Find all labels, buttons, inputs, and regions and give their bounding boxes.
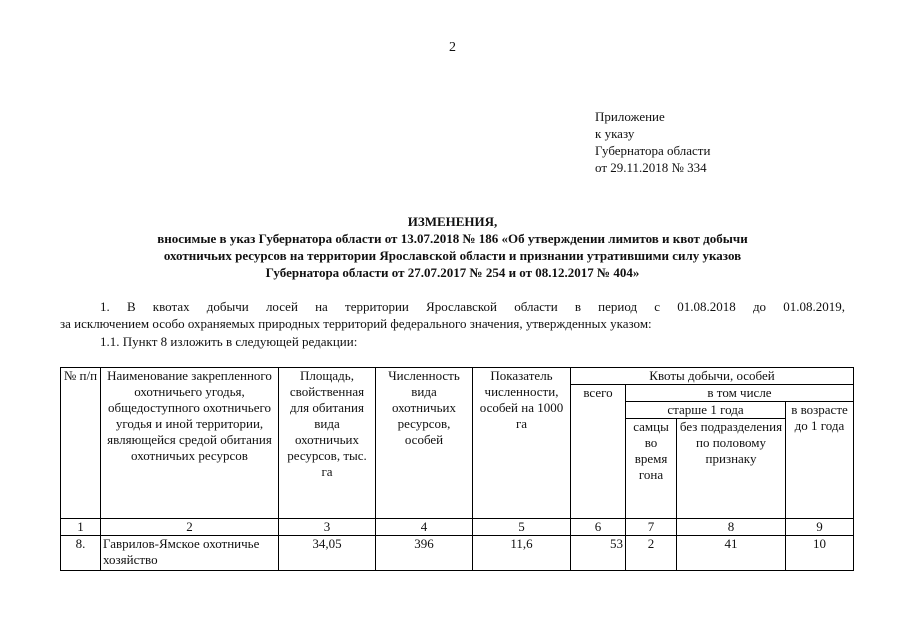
cell-num: 8. [61,536,101,571]
header-area: Площадь, свойственная для обитания вида охотничьих ресурсов, тыс. га [279,368,376,519]
appendix-line: к указу [595,126,635,141]
header-density: Показатель численности, особей на 1000 га [473,368,571,519]
appendix-block [595,108,710,176]
table-row [61,536,854,571]
column-number: 8 [677,519,786,536]
title-line: Губернатора области от 27.07.2017 № 254 и от 08.12.2017 № 404» [265,265,640,280]
document-title [60,213,845,281]
header-older: старше 1 года [626,402,786,419]
title-line: вносимые в указ Губернатора области от 13.07.2018 № 186 «Об утверждении лимитов и квот добычи [157,231,748,246]
header-including: в том числе [626,385,854,402]
cell-density: 11,6 [473,536,571,571]
paragraph-line: за исключением особо охраняемых природных территорий федерального значения, утвержденных указом: [60,316,652,331]
quota-table [60,367,854,571]
header-num: № п/п [61,368,101,519]
title-line: охотничьих ресурсов на территории Ярославской области и признании утратившими силу указов [163,248,742,263]
cell-total: 53 [571,536,626,571]
appendix-line: Губернатора области [595,143,711,158]
column-number: 6 [571,519,626,536]
column-number-row [61,519,854,536]
column-number: 4 [376,519,473,536]
header-no-sex: без подразделения по половому признаку [677,419,786,519]
column-number: 2 [101,519,279,536]
cell-under1: 10 [786,536,854,571]
header-population: Численность вида охотничьих ресурсов, особей [376,368,473,519]
paragraph-1 [60,298,845,332]
cell-population: 396 [376,536,473,571]
paragraph-line: 1. В квотах добычи лосей на территории Ярославской области в период с 01.08.2018 до 01.08.2019, [100,299,845,314]
column-number: 5 [473,519,571,536]
column-number: 3 [279,519,376,536]
cell-name: Гаврилов-Ямское охотничье хозяйство [101,536,279,571]
header-under1: в возрасте до 1 года [786,402,854,519]
column-number: 7 [626,519,677,536]
header-name: Наименование закрепленного охотничьего угодья, общедоступного охотничьего угодья и иной территории, являющейся средой обитания охотничьих ресурсов [101,368,279,519]
appendix-line: Приложение [595,109,665,124]
paragraph-2: 1.1. Пункт 8 изложить в следующей редакции: [100,334,358,349]
header-total: всего [571,385,626,519]
appendix-line: от 29.11.2018 № 334 [595,160,707,175]
cell-area: 34,05 [279,536,376,571]
cell-males: 2 [626,536,677,571]
cell-no-sex: 41 [677,536,786,571]
header-males: самцы во время гона [626,419,677,519]
page-number: 2 [449,40,456,55]
header-quotas: Квоты добычи, особей [571,368,854,385]
column-number: 1 [61,519,101,536]
column-number: 9 [786,519,854,536]
title-heading: ИЗМЕНЕНИЯ, [407,214,498,229]
